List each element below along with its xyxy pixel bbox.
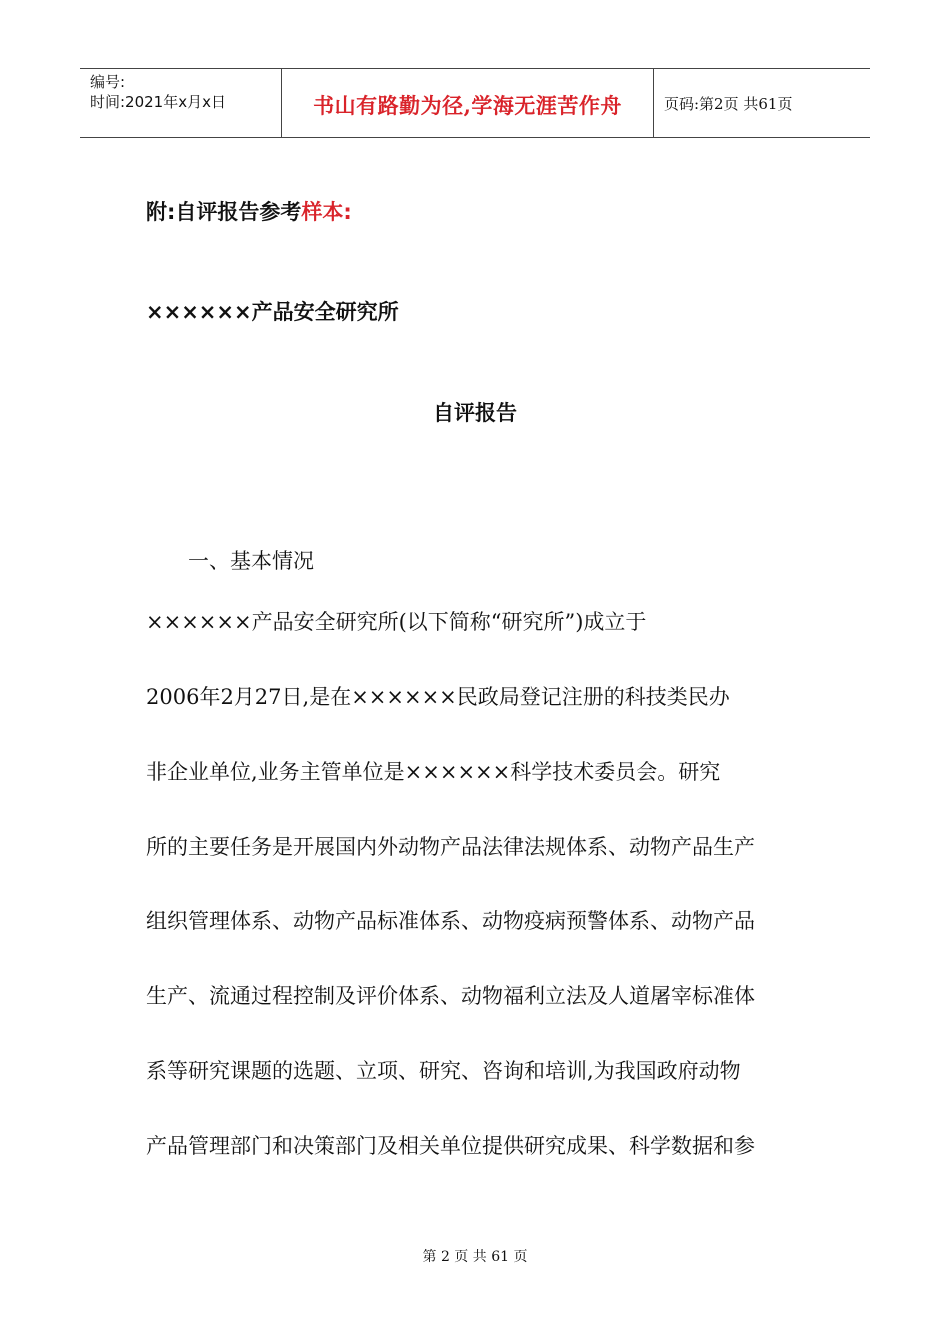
header-meta	[80, 69, 282, 137]
paragraph-line: 非企业单位,业务主管单位是××××××科学技术委员会。研究	[146, 760, 721, 784]
paragraph-line: 产品管理部门和决策部门及相关单位提供研究成果、科学数据和参	[146, 1134, 755, 1158]
page-footer: 第 2 页 共 61 页	[422, 1249, 528, 1265]
appendix-highlight: 样本:	[301, 200, 352, 224]
header-motto: 书山有路勤为径,学海无涯苦作舟	[313, 93, 622, 118]
header-motto-cell	[282, 69, 654, 137]
paragraph-line: 组织管理体系、动物产品标准体系、动物疫病预警体系、动物产品	[146, 909, 755, 933]
section-heading: 一、基本情况	[188, 549, 314, 573]
paragraph-line: 生产、流通过程控制及评价体系、动物福利立法及人道屠宰标准体	[146, 984, 755, 1008]
paragraph-line: 2006年2月27日,是在××××××民政局登记注册的科技类民办	[146, 685, 730, 709]
page-header	[80, 68, 870, 138]
appendix-heading	[146, 196, 352, 226]
paragraph-line: 系等研究课题的选题、立项、研究、咨询和培训,为我国政府动物	[146, 1059, 741, 1083]
header-page-info: 页码:第2页 共61页	[664, 95, 793, 113]
paragraph-line: 所的主要任务是开展国内外动物产品法律法规体系、动物产品生产	[146, 835, 755, 859]
document-date: 时间:2021年x月x日	[90, 93, 226, 111]
document-number-label: 编号:	[90, 73, 126, 91]
paragraph-line: ××××××产品安全研究所(以下简称“研究所”)成立于	[146, 610, 647, 634]
appendix-prefix: 附:自评报告参考	[146, 200, 302, 224]
document-title: 自评报告	[433, 401, 517, 425]
institute-name: ××××××产品安全研究所	[146, 300, 399, 324]
header-page-cell	[654, 69, 870, 137]
